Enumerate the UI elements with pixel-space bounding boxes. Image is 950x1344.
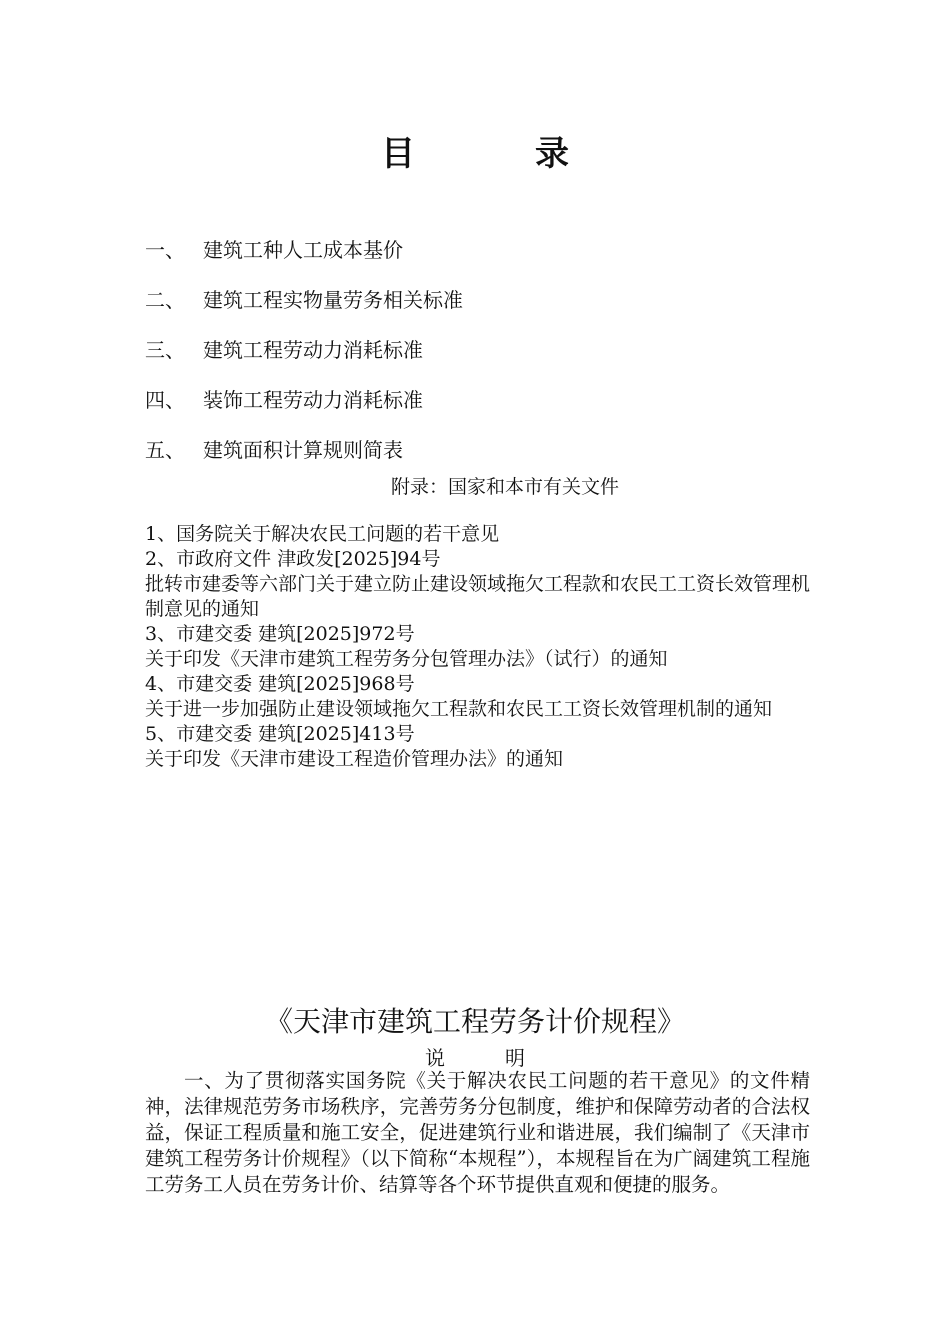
toc-item-label: 装饰工程劳动力消耗标准 bbox=[203, 388, 423, 412]
appendix-line: 关于印发《天津市建设工程造价管理办法》的通知 bbox=[145, 748, 564, 770]
appendix-line: 关于印发《天津市建筑工程劳务分包管理办法》（试行）的通知 bbox=[145, 648, 668, 670]
appendix-line: 4、市建交委 建筑[2025]968号 bbox=[145, 673, 415, 695]
regulation-subtitle bbox=[0, 1042, 950, 1071]
regulation-subtitle-right: 明 bbox=[505, 1046, 525, 1070]
toc-list bbox=[145, 232, 845, 482]
toc-item-number: 三、 bbox=[145, 338, 185, 362]
appendix-line: 2、市政府文件 津政发[2025]94号 bbox=[145, 548, 441, 570]
appendix-title: 附录：国家和本市有关文件 bbox=[390, 476, 619, 498]
regulation-title: 《天津市建筑工程劳务计价规程》 bbox=[264, 1005, 685, 1038]
toc-item-number: 五、 bbox=[145, 438, 185, 462]
toc-item bbox=[145, 282, 845, 332]
toc-item-label: 建筑工程实物量劳务相关标准 bbox=[203, 288, 463, 312]
toc-item-number: 一、 bbox=[145, 238, 185, 262]
toc-item-label: 建筑工程劳动力消耗标准 bbox=[203, 338, 423, 362]
appendix-line: 3、市建交委 建筑[2025]972号 bbox=[145, 623, 415, 645]
toc-item-label: 建筑工种人工成本基价 bbox=[203, 238, 403, 262]
appendix-line: 5、市建交委 建筑[2025]413号 bbox=[145, 723, 415, 745]
toc-title bbox=[0, 126, 950, 175]
toc-title-right: 录 bbox=[535, 134, 569, 174]
toc-item bbox=[145, 332, 845, 382]
appendix-line: 1、国务院关于解决农民工问题的若干意见 bbox=[145, 523, 500, 545]
toc-item-label: 建筑面积计算规则简表 bbox=[203, 438, 403, 462]
appendix-line: 关于进一步加强防止建设领域拖欠工程款和农民工工资长效管理机制的通知 bbox=[145, 698, 773, 720]
regulation-paragraph: 一、为了贯彻落实国务院《关于解决农民工问题的若干意见》的文件精神，法律规范劳务市场秩序，完善劳务分包制度，维护和保障劳动者的合法权益，保证工程质量和施工安全，促进建筑行业和谐进展，我们编制了《天津市建筑工程劳务计价规程》（以下简称“本规程”），本规程旨在为广阔建筑工程施工劳务工人员在劳务计价、结算等各个环节提供直观和便捷的服务。 bbox=[145, 1069, 810, 1196]
appendix-document-list bbox=[145, 522, 815, 772]
toc-title-left: 目 bbox=[381, 134, 415, 174]
toc-item-number: 二、 bbox=[145, 288, 185, 312]
toc-item bbox=[145, 232, 845, 282]
appendix-line: 批转市建委等六部门关于建立防止建设领域拖欠工程款和农民工工资长效管理机制意见的通知 bbox=[145, 573, 811, 620]
toc-item-number: 四、 bbox=[145, 388, 185, 412]
toc-item bbox=[145, 382, 845, 432]
regulation-subtitle-left: 说 bbox=[425, 1046, 445, 1070]
